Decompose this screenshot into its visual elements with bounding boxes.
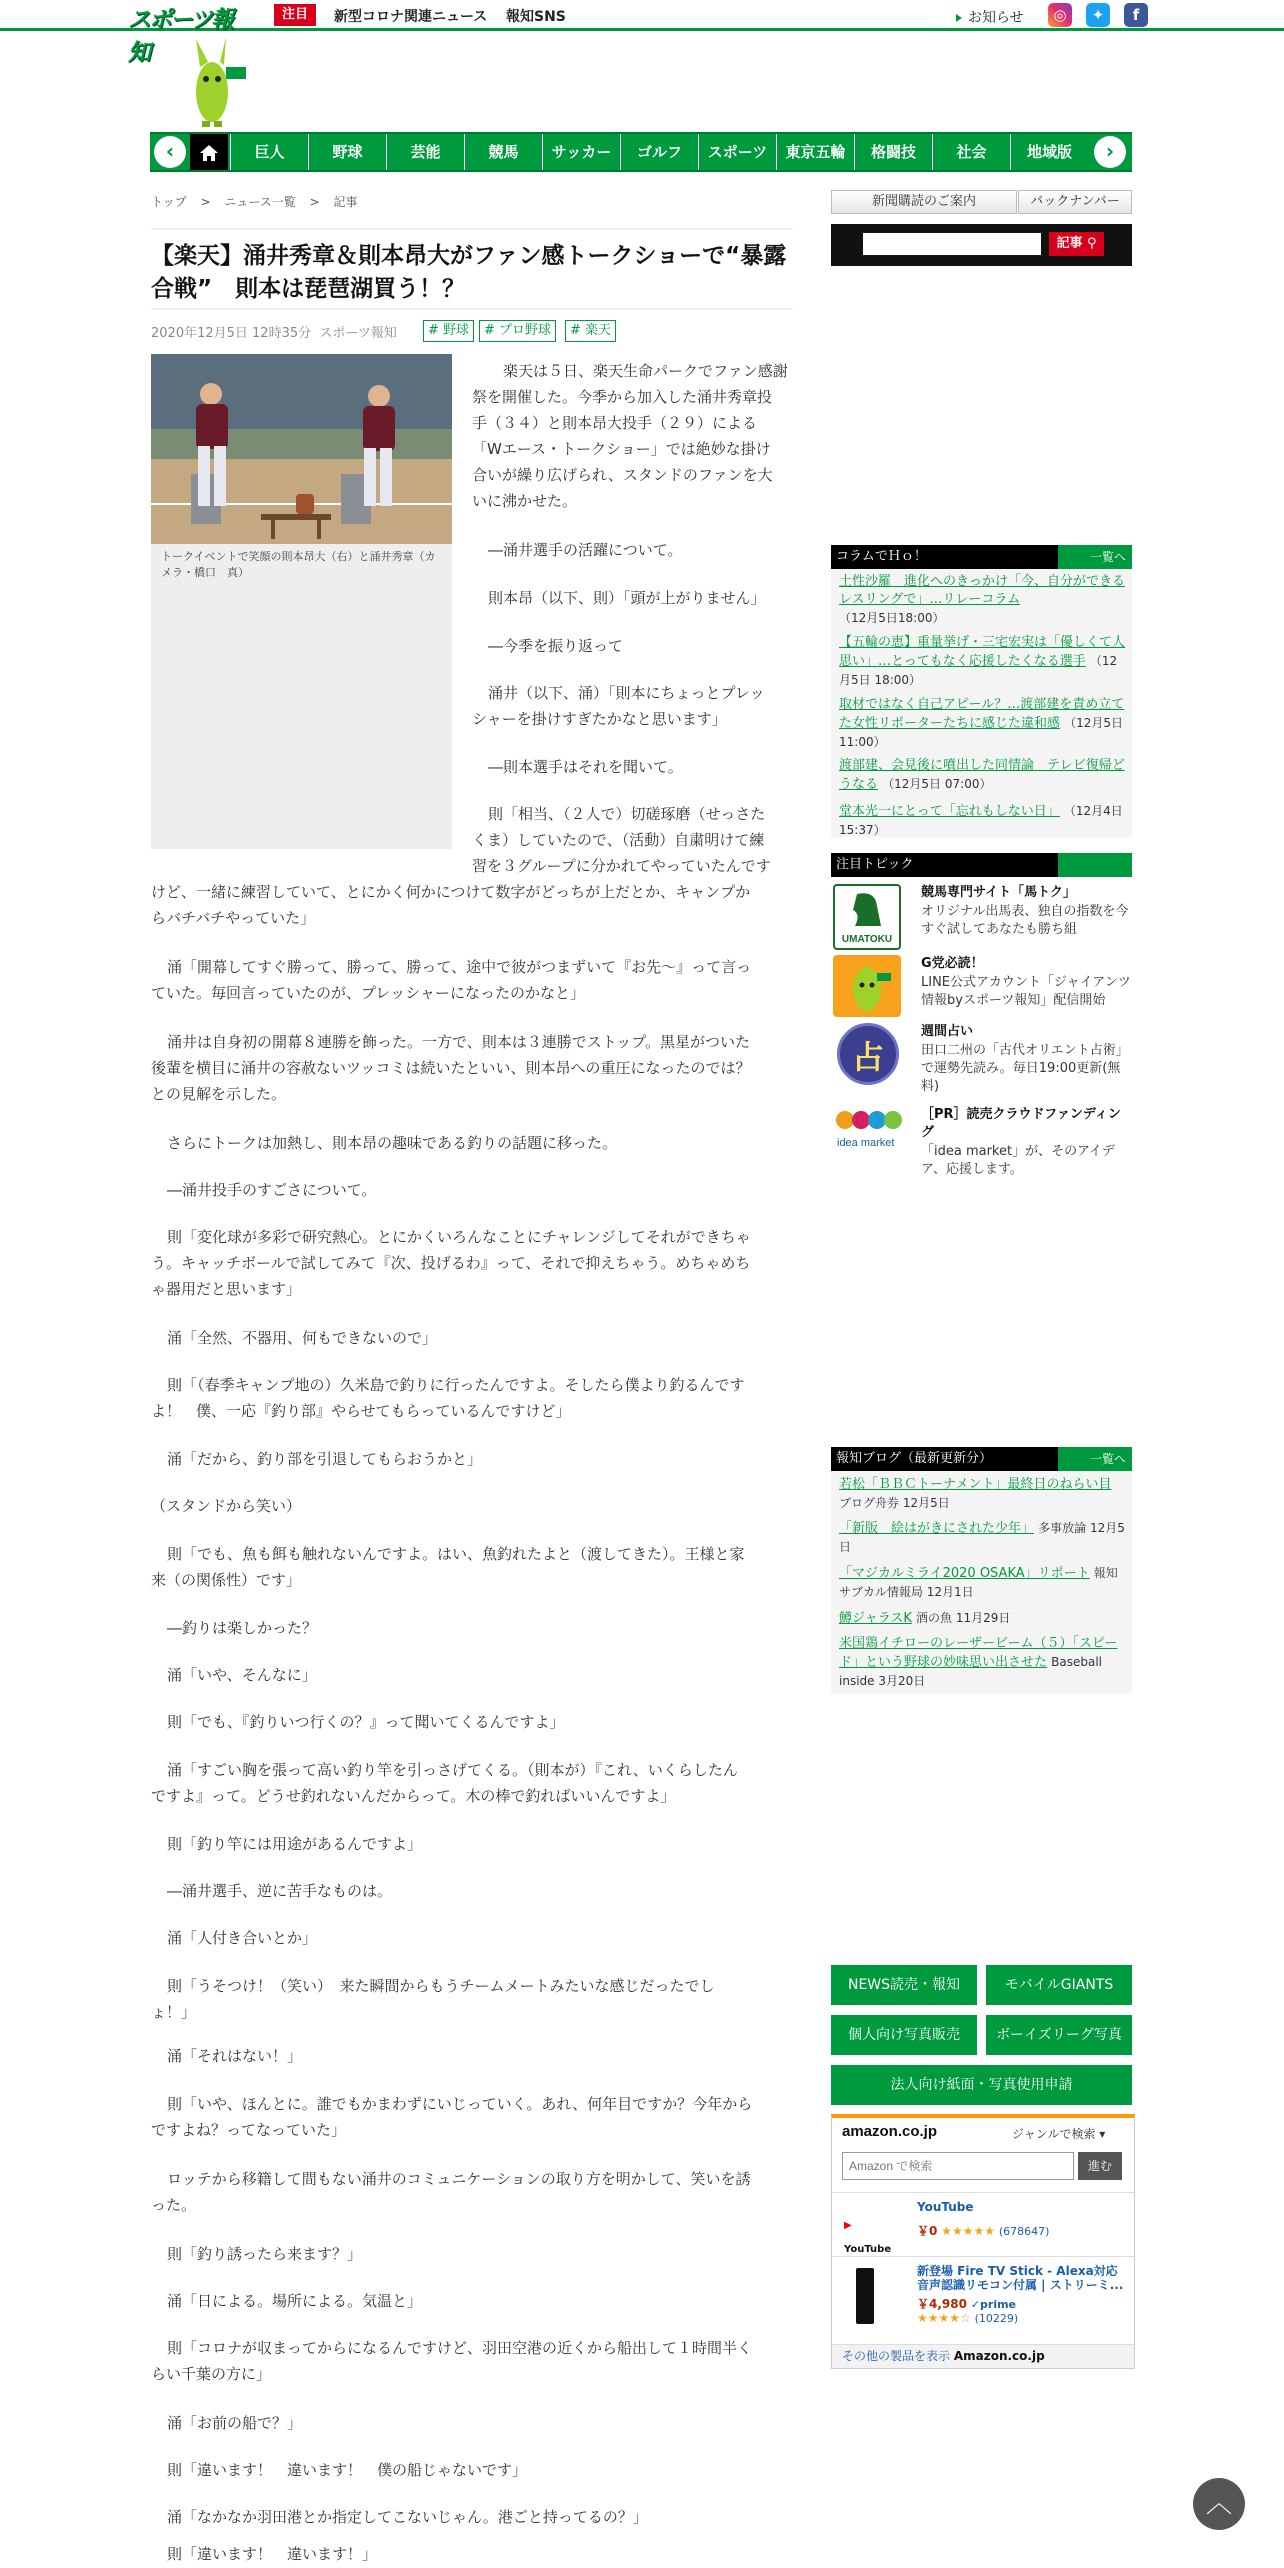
article-paragraph: 則「釣り竿には用途があるんですよ」 — [167, 1835, 423, 1853]
article-paragraph: 涌「なかなか羽田港とか指定してこないじゃん。港ごと持ってるの？」 — [167, 2508, 648, 2526]
list-item: 【五輪の恵】重量挙げ・三宅宏実は「優しくて人思い」…とってもなく応援したくなる選手 （12月5日 18:00） — [839, 635, 1126, 687]
nav-item-sports[interactable]: スポーツ — [698, 134, 776, 170]
article-paragraph: 後輩を横目に涌井の容赦ないツッコミは続いたといい、則本昂への重圧になったのでは？ — [151, 1059, 751, 1077]
nav-next-button[interactable]: › — [1094, 136, 1126, 168]
topic-desc: LINE公式アカウント「ジャイアンツ情報byスポーツ報知」配信開始 — [921, 975, 1131, 1008]
article-paragraph: らい千葉の方に」 — [151, 2365, 272, 2383]
article-paragraph: ―今季を振り返って — [488, 637, 624, 655]
article-title: 【楽天】涌井秀章＆則本昂大がファン感トークショーで“暴露合戦” 則本は琵琶湖買う！？ — [151, 243, 787, 302]
column-more-link[interactable]: 一覧へ — [1058, 545, 1132, 569]
article-paragraph: 祭を開催した。今季から加入した涌井秀章投 — [472, 388, 773, 406]
svg-text:idea market: idea market — [837, 1137, 895, 1149]
blog-list — [831, 1471, 1132, 1693]
product-name[interactable]: YouTube — [917, 2200, 974, 2214]
nav-item-regional[interactable]: 地域版 — [1010, 134, 1088, 170]
article-paragraph: ですよ』って。どうせ釣れないんだからって。木の棒で釣ればいいんですよ」 — [151, 1787, 676, 1805]
topics-header — [831, 853, 1132, 877]
amazon-search-input[interactable] — [842, 2152, 1074, 2180]
breadcrumb-separator: > — [309, 195, 320, 209]
article-paragraph: ていた。毎回言っていたのが、プレッシャーになったのかなと」 — [151, 984, 585, 1002]
article-paragraph: よ！ 僕、一応『釣り部』やらせてもらっているんですけど」 — [151, 1402, 571, 1420]
list-item: 取材ではなく自己アピール？…渡部建を責め立てた女性リポーターたちに感じた違和感 （12月5日 11:00） — [839, 697, 1125, 749]
article-paragraph: ―釣りは楽しかった？ — [167, 1619, 318, 1637]
blog-link[interactable]: 米国鶏イチローのレーザービーム（５）「スピード」という野球の妙味思い出させた — [839, 1636, 1118, 1670]
nav-item-soccer[interactable]: サッカー — [542, 134, 620, 170]
chevron-down-icon: ▾ — [1099, 2127, 1106, 2141]
article-paragraph: さらにトークは加熱し、則本昂の趣味である釣りの話題に移った。 — [167, 1134, 618, 1152]
article-paragraph: 涌井は自身初の開幕８連勝を飾った。一方で、則本は３連勝でストップ。黒星がついた — [167, 1033, 751, 1051]
article-search — [831, 224, 1132, 266]
amazon-footer: その他の製品を表示 Amazon.co.jp — [832, 2344, 1134, 2368]
article-meta — [151, 322, 397, 341]
topic-title: 週間占い — [921, 1024, 974, 1039]
article-paragraph: 則「相当、（２人で）切磋琢磨（せっさた — [488, 805, 766, 823]
topic-desc: 田口二州の「古代オリエント占術」で運勢先読み。毎日19:00更新(無料) — [921, 1043, 1129, 1094]
nav-prev-button[interactable]: ‹ — [154, 136, 186, 168]
article-paragraph: いに沸かせた。 — [472, 492, 578, 510]
home-icon — [200, 145, 218, 161]
article-paragraph: 涌「全然、不器用、何もできないので」 — [167, 1329, 438, 1347]
corona-news-link[interactable]: 新型コロナ関連ニュース — [334, 9, 488, 25]
boys-league-photo-button[interactable]: ボーイズリーグ写真 — [986, 2015, 1132, 2055]
article-paragraph: 涌「開幕してすぐ勝って、勝って、勝って、途中で彼がつまずいて『お先～』って言っ — [167, 958, 752, 976]
news-yomiuri-hochi-button[interactable]: NEWS読売・報知 — [831, 1965, 977, 2005]
facebook-icon[interactable]: f — [1124, 3, 1148, 27]
column-link[interactable]: 取材ではなく自己アピール？…渡部建を責め立てた女性リポーターたちに感じた違和感 — [839, 697, 1125, 731]
article-figure — [151, 354, 452, 849]
article-paragraph: 則「（春季キャンプ地の）久米島で釣りに行ったんですよ。そしたら僕より釣るんです — [167, 1376, 745, 1394]
article-paragraph: ょ！」 — [151, 2003, 197, 2021]
nav-item-baseball[interactable]: 野球 — [308, 134, 386, 170]
instagram-icon[interactable]: ◎ — [1048, 3, 1072, 27]
article-paragraph: シャーを掛けすぎたかなと思います」 — [472, 710, 727, 728]
column-link[interactable]: 堂本光一にとって「忘れもしない日」 — [839, 804, 1060, 819]
article-paragraph: 涌井（以下、涌）「則本にちょっとプレッ — [488, 684, 765, 702]
tag-rakuten[interactable]: # 楽天 — [565, 320, 616, 342]
topic-g-line[interactable] — [831, 955, 1132, 1033]
article-paragraph: 涌「日による。場所による。気温と」 — [167, 2292, 423, 2310]
article-paragraph: 則「いや、ほんとに。誰でもかまわずにいじっていく。あれ、何年目ですか？今年から — [167, 2095, 753, 2113]
amazon-widget — [831, 2114, 1135, 2369]
divider — [832, 2256, 1134, 2257]
product-rating: ★★★★☆ (10229) — [917, 2311, 1019, 2325]
blog-link[interactable]: 鱒ジャラスK — [839, 1611, 912, 1626]
nav-item-horse-racing[interactable]: 競馬 — [464, 134, 542, 170]
star-rating-icon: ★★★★★ — [941, 2224, 995, 2238]
column-link[interactable]: 【五輪の恵】重量挙げ・三宅宏実は「優しくて人思い」…とってもなく応援したくなる選手 — [839, 635, 1126, 669]
blog-link[interactable]: 「新版 絵はがきにされた少年」 — [839, 1521, 1035, 1536]
topic-fortune[interactable] — [831, 1023, 1132, 1101]
hot-badge: 注目 — [274, 4, 316, 26]
nav-item-giants[interactable]: 巨人 — [230, 134, 308, 170]
youtube-logo-icon: ▶ YouTube — [844, 2220, 892, 2255]
nav-item-olympics[interactable]: 東京五輪 — [776, 134, 854, 170]
svg-text:UMATOKU: UMATOKU — [841, 934, 893, 945]
list-item: 鱒ジャラスK 酒の魚 11月29日 — [839, 1611, 1011, 1626]
list-item: 堂本光一にとって「忘れもしない日」 （12月4日 15:37） — [839, 804, 1123, 837]
corporate-photo-request-button[interactable]: 法人向け紙面・写真使用申請 — [831, 2065, 1132, 2105]
article-paragraph: けど、一緒に練習していて、とにかく何かにつけて数字がどっちが上だとか、キャンプか — [151, 883, 751, 901]
article-paragraph: ―涌井選手、逆に苦手なものは。 — [167, 1882, 393, 1900]
amazon-more-link[interactable]: Amazon.co.jp — [953, 2349, 1045, 2363]
g-mascot-icon — [833, 955, 901, 1017]
article-paragraph: 手（３４）と則本昂大投手（２９）による — [472, 414, 758, 432]
article-paragraph: 「Wエース・トークショー」では絶妙な掛け — [472, 440, 771, 458]
fortune-icon: 占 — [837, 1023, 899, 1085]
article-paragraph: ですよね？ってなっていた」 — [151, 2121, 347, 2139]
topic-desc: オリジナル出馬表、独自の指数を今すぐ試してあなたも勝ち組 — [921, 904, 1129, 937]
chevron-up-icon: ︿ — [1205, 2489, 1232, 2519]
list-item: 「新版 絵はがきにされた少年」 多事放論 12月5日 — [839, 1521, 1125, 1554]
breadcrumb — [151, 193, 368, 210]
nav-item-golf[interactable]: ゴルフ — [620, 134, 698, 170]
main-nav — [150, 132, 1132, 172]
article-paragraph: 合いが繰り広げられ、スタンドのファンを大 — [472, 466, 773, 484]
amazon-search-go-button[interactable]: 進む — [1078, 2152, 1122, 2180]
star-rating-icon: ★★★★☆ — [917, 2311, 971, 2325]
article-date: 2020年12月5日 12時35分 — [151, 326, 312, 341]
nav-item-society[interactable]: 社会 — [932, 134, 1010, 170]
article-paragraph: 則「違います！ 違います！ 僕の船じゃないです」 — [167, 2461, 528, 2479]
back-to-top-button[interactable] — [1193, 2478, 1245, 2530]
tag-baseball[interactable]: # 野球 — [423, 320, 474, 342]
mobile-giants-button[interactable]: モバイルGIANTS — [986, 1965, 1132, 2005]
list-item: 「マジカルミライ2020 OSAKA」リポート 報知サブカル情報局 12月1日 — [839, 1566, 1118, 1599]
article-paragraph: 涌「人付き合いとか」 — [167, 1929, 318, 1947]
mascot-icon — [190, 37, 248, 129]
topic-crowdfunding[interactable] — [831, 1106, 1132, 1184]
article-paragraph: 則「釣り誘ったら来ます？」 — [167, 2245, 363, 2263]
umatoku-logo-icon — [833, 884, 901, 950]
topic-title: 競馬専門サイト「馬トク」 — [921, 885, 1076, 900]
article-paragraph: 来（の関係性）です」 — [151, 1571, 302, 1589]
article-paragraph: （スタンドから笑い） — [151, 1497, 302, 1515]
article-paragraph: 涌「すごい胸を張って高い釣り竿を引っさげてくる。（則本が）『これ、いくらしたん — [167, 1761, 738, 1779]
blog-header — [831, 1447, 1132, 1471]
article-paragraph: ―則本選手はそれを聞いて。 — [488, 758, 683, 776]
breadcrumb-current: 記事 — [333, 195, 358, 209]
article-paragraph: 則「でも、魚も餌も触れないんですよ。はい、魚釣れたよと（渡してきた）。王様と家 — [167, 1545, 745, 1563]
nav-item-martial-arts[interactable]: 格闘技 — [854, 134, 932, 170]
list-item: 米国鶏イチローのレーザービーム（５）「スピード」という野球の妙味思い出させた Baseball inside 3月20日 — [839, 1636, 1118, 1688]
article-search-input[interactable] — [863, 233, 1041, 255]
article-paragraph: らバチバチやっていた」 — [151, 909, 316, 927]
fire-tv-stick-icon — [856, 2268, 874, 2324]
subscription-button[interactable]: 新聞購読のご案内 — [831, 190, 1017, 214]
topic-desc: 「idea market」が、そのアイデア、応援します。 — [921, 1144, 1115, 1177]
topic-title: G党必読！ — [921, 956, 984, 971]
blog-link[interactable]: 「マジカルミライ2020 OSAKA」リポート — [839, 1566, 1090, 1581]
search-icon: ⚲ — [1087, 236, 1097, 251]
article-paragraph: 則「違います！ 違います！」 — [167, 2545, 378, 2563]
article-paragraph: う。キャッチボールで試してみて『次、投げるわ』って、それで抑えちゃう。めちゃめち — [151, 1254, 751, 1272]
article-paragraph: くま）していたので、（活動）自粛明けて練 — [472, 831, 765, 849]
column-title: コラムでＨｏ！ — [836, 549, 927, 564]
twitter-icon[interactable]: ✦ — [1086, 3, 1110, 27]
nav-item-entertainment[interactable]: 芸能 — [386, 134, 464, 170]
article-paragraph: 則本昂（以下、則）「頭が上がりません」 — [488, 589, 766, 607]
tag-pro-baseball[interactable]: # プロ野球 — [479, 320, 556, 342]
article-search-button[interactable]: 記事 ⚲ — [1049, 232, 1104, 256]
product-rating: ￥0 ★★★★★ (678647) — [917, 2224, 1050, 2238]
top-bar — [0, 0, 1284, 66]
article-paragraph: 涌「それはない！」 — [167, 2047, 303, 2065]
article-paragraph: 習を３グループに分かれてやっていたんです — [472, 857, 771, 875]
column-list — [831, 569, 1132, 837]
article-photo[interactable] — [151, 354, 452, 544]
article-paragraph: 楽天は５日、楽天生命パークでファン感謝 — [503, 362, 788, 380]
topic-umatoku[interactable] — [831, 884, 1132, 962]
personal-photo-sales-button[interactable]: 個人向け写真販売 — [831, 2015, 977, 2055]
product-price: ￥4,980 ✓prime — [917, 2297, 1017, 2311]
article-paragraph: 則「コロナが収まってからになるんですけど、羽田空港の近くから船出して１時間半く — [167, 2339, 753, 2357]
article-paragraph: 涌「いや、そんなに」 — [167, 1666, 317, 1684]
product-name[interactable]: 新登場 Fire TV Stick - Alexa対応音声認識リモコン付属 | ストリーミ... — [917, 2264, 1124, 2292]
article-paragraph: 則「でも、『釣りいつ行くの？』って聞いてくるんですよ」 — [167, 1713, 565, 1731]
blog-link[interactable]: 若松「ＢＢＣトーナメント」最終日のねらい目 — [839, 1477, 1112, 1492]
article-paragraph: 涌「だから、釣り部を引退してもらおうかと」 — [167, 1450, 483, 1468]
divider — [832, 2192, 1134, 2193]
talk-show-photo — [151, 354, 452, 544]
column-link[interactable]: 土性沙羅 進化へのきっかけ「今、自分ができるレスリングで」…リレーコラム — [839, 574, 1126, 607]
site-logo[interactable]: スポーツ報知 — [128, 7, 233, 66]
blog-more-link[interactable]: 一覧へ — [1058, 1447, 1132, 1471]
nav-home-button[interactable] — [190, 134, 228, 170]
article-paragraph: 則「うそつけ！（笑い） 来た瞬間からもうチームメートみたいな感じだったでし — [167, 1977, 715, 1995]
amazon-genre-select[interactable]: ジャンルで検索 ▾ — [1012, 2127, 1106, 2141]
list-item: 渡部建、会見後に噴出した同情論 テレビ復帰どうなる （12月5日 07:00） — [839, 758, 1125, 792]
amazon-logo[interactable]: amazon.co.jp — [842, 2123, 938, 2140]
breadcrumb-top[interactable]: トップ — [151, 195, 187, 209]
idea-market-logo-icon — [833, 1106, 905, 1166]
column-header — [831, 545, 1132, 569]
article-source: スポーツ報知 — [319, 326, 397, 341]
article-header — [151, 228, 793, 310]
article-paragraph: との見解を示した。 — [151, 1085, 287, 1103]
photo-caption: トークイベントで笑顔の則本昂大（右）と涌井秀章（カメラ・橋口 真） — [161, 550, 436, 579]
notice-link[interactable]: お知らせ — [956, 7, 1024, 27]
topics-title: 注目トピック — [836, 857, 914, 872]
breadcrumb-separator: > — [200, 195, 211, 209]
back-number-button[interactable]: バックナンバー — [1018, 190, 1132, 214]
list-item: 若松「ＢＢＣトーナメント」最終日のねらい目 ブログ舟券 12月5日 — [839, 1477, 1112, 1510]
article-paragraph: ―涌井選手の活躍について。 — [488, 541, 683, 559]
list-item: 土性沙羅 進化へのきっかけ「今、自分ができるレスリングで」…リレーコラム （12月5日18:00） — [839, 574, 1126, 625]
breadcrumb-news-list[interactable]: ニュース一覧 — [224, 195, 296, 209]
article-paragraph: 則「変化球が多彩で研究熱心。とにかくいろんなことにチャレンジしてそれができちゃ — [167, 1228, 751, 1246]
article-paragraph: った。 — [151, 2196, 197, 2214]
article-paragraph: ロッテから移籍して間もない涌井のコミュニケーションの取り方を明かして、笑いを誘 — [167, 2170, 751, 2188]
column-link[interactable]: 渡部建、会見後に噴出した同情論 テレビ復帰どうなる — [839, 758, 1125, 792]
blog-title: 報知ブログ（最新更新分） — [836, 1451, 993, 1466]
article-paragraph: 涌「お前の船で？」 — [167, 2414, 303, 2432]
topic-title: ［PR］読売クラウドファンディング — [921, 1107, 1121, 1140]
hochi-sns-link[interactable]: 報知SNS — [506, 9, 566, 25]
article-paragraph: ―涌井投手のすごさについて。 — [167, 1181, 377, 1199]
article-paragraph: ゃ器用だと思います」 — [151, 1280, 302, 1298]
